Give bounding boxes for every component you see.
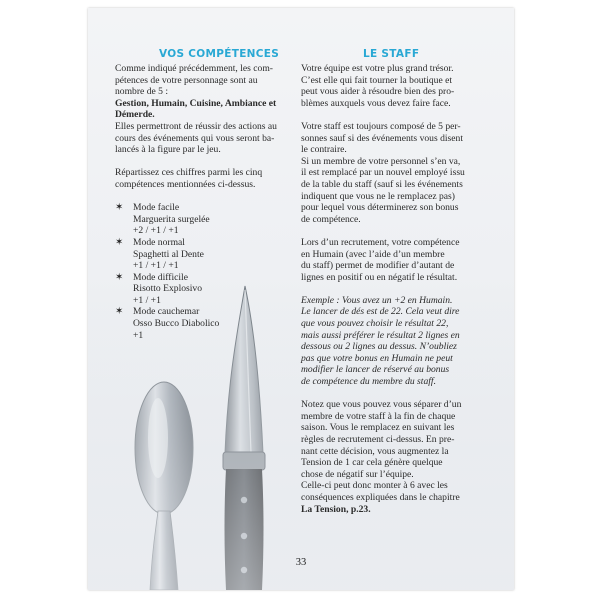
- star-bullet-icon: ✶: [115, 236, 124, 248]
- page-number: 33: [295, 557, 307, 568]
- star-bullet-icon: ✶: [115, 202, 124, 214]
- section-title-competences: VOS COMPÉTENCES: [159, 48, 280, 60]
- chapter-reference: La Tension, p.23.: [301, 503, 371, 515]
- example-paragraph: Exemple : Vous avez un +2 en Humain. Le lancer de dés est de 22. Cela veut dire que vous pouvez choisir le résultat 22, mais aussi préférer le résultat 2 lignes en dessous ou 2 lignes au dessus. N’oubliez pas que votre bonus en Humain ne peut modifier le lancer de réservé au bonus de compétence du membre du staff.: [301, 294, 460, 388]
- mode-item: ✶ Mode difficile Risotto Explosivo +1 / +1: [115, 271, 203, 306]
- book-page: [88, 8, 514, 590]
- skills-list: Gestion, Humain, Cuisine, Ambiance et Démerde.: [115, 97, 277, 121]
- star-bullet-icon: ✶: [115, 271, 124, 283]
- intro-paragraph: Comme indiqué précédemment, les com- pétences de votre personnage sont au nombre de 5 :: [115, 63, 273, 98]
- mode-item: ✶ Mode cauchemar Osso Bucco Diabolico +1: [115, 306, 220, 341]
- distribute-paragraph: Répartissez ces chiffres parmi les cinq compétences mentionnées ci-dessus.: [115, 167, 263, 190]
- staff-paragraph-1: Votre équipe est votre plus grand trésor. C’est elle qui fait tourner la boutique et peut vous aider à résoudre bien des pro- blèmes auxquels vous devez faire face.: [301, 63, 455, 109]
- difficulty-modes-list: [115, 202, 285, 341]
- staff-paragraph-3: Si un membre de votre personnel s’en va, il est remplacé par un nouvel employé issu de la table du staff (sauf si les événements indiquent que vous ne le remplacez pas) pour lequel vous déterminerez son bonus de compétence.: [301, 155, 465, 225]
- staff-paragraph-2: Votre staff est toujours composé de 5 per- sonnes sauf si des événements vous disent le contraire.: [301, 120, 464, 156]
- mode-item: ✶ Mode normal Spaghetti al Dente +1 / +1 / +1: [115, 236, 204, 272]
- skills-description: Elles permettront de réussir des actions au cours des événements qui vous seront ba- lancés à la figure par le jeu.: [115, 120, 277, 156]
- left-column: [115, 63, 285, 341]
- staff-paragraph-6: Celle-ci peut donc monter à 6 avec les conséquences expliquées dans le chapitre La Tension, p.23.: [301, 480, 460, 515]
- star-bullet-icon: ✶: [115, 306, 124, 318]
- staff-paragraph-5: Notez que vous pouvez vous séparer d’un membre de votre staff à la fin de chaque saison. Vous le remplacez en suivant les règles de recrutement ci-dessus. En pre- nant cette décision, vous augmentez la Tension de 1 car cela génère quelque chose de négatif sur l’équipe.: [301, 399, 462, 480]
- mode-item: ✶ Mode facile Marguerita surgelée +2 / +1 / +1: [115, 202, 210, 237]
- right-column: [301, 63, 487, 515]
- section-title-staff: LE STAFF: [363, 48, 420, 60]
- staff-paragraph-4: Lors d’un recrutement, votre compétence en Humain (avec l’aide d’un membre du staff) permet de modifier d’autant de lignes en positif ou en négatif le résultat.: [301, 236, 460, 283]
